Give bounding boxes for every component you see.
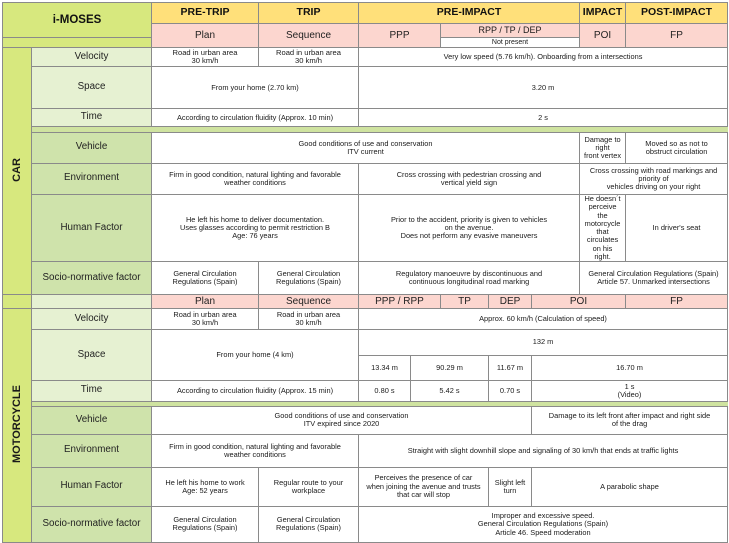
- cell: From your home (4 km): [152, 330, 359, 381]
- cell: General Circulation Regulations (Spain): [259, 506, 359, 542]
- cell: Approx. 60 km/h (Calculation of speed): [359, 309, 728, 330]
- moto-human-row: [3, 467, 728, 506]
- sub-fp: FP: [626, 24, 728, 48]
- row-label: Space: [32, 330, 152, 381]
- cell: Road in urban area 30 km/h: [152, 48, 259, 67]
- row-label: Human Factor: [32, 194, 152, 261]
- cell: Slight left turn: [489, 467, 532, 506]
- cell: He doesn´t perceive the motorcycle that circulates on his right.: [580, 194, 626, 261]
- row-label: Socio-normative factor: [32, 506, 152, 542]
- moto-vehicle-row: [3, 406, 728, 434]
- phase-pretrip: PRE-TRIP: [152, 3, 259, 24]
- moto-environment-row: [3, 434, 728, 467]
- row-label: Environment: [32, 163, 152, 194]
- sub-ppp: PPP: [359, 24, 441, 48]
- sub-tp: TP: [441, 295, 489, 309]
- moto-header-blank: [32, 295, 152, 309]
- cell: Regular route to your workplace: [259, 467, 359, 506]
- row-label: Environment: [32, 434, 152, 467]
- car-human-row: [3, 194, 728, 261]
- cell: In driver's seat: [626, 194, 728, 261]
- sub-poi: POI: [532, 295, 626, 309]
- row-label: Vehicle: [32, 406, 152, 434]
- cell: Road in urban area 30 km/h: [259, 309, 359, 330]
- row-label: Time: [32, 109, 152, 127]
- car-vehicle-row: [3, 132, 728, 163]
- cell: Firm in good condition, natural lighting and favorable weather conditions: [152, 163, 359, 194]
- phase-postimpact: POST-IMPACT: [626, 3, 728, 24]
- moto-space-row: [3, 330, 728, 355]
- phase-trip: TRIP: [259, 3, 359, 24]
- cell: General Circulation Regulations (Spain): [152, 506, 259, 542]
- cell: Regulatory manoeuvre by discontinuous and continuous longitudinal road marking: [359, 262, 580, 295]
- cell: Perceives the presence of car when joining the avenue and trusts that car will stop: [359, 467, 489, 506]
- row-label: Socio-normative factor: [32, 262, 152, 295]
- cell: 3.20 m: [359, 67, 728, 109]
- cell: Road in urban area 30 km/h: [259, 48, 359, 67]
- car-velocity-row: [3, 48, 728, 67]
- sub-rpp-tp-dep: RPP / TP / DEP: [441, 24, 580, 38]
- cell: Good conditions of use and conservation ITV current: [152, 132, 580, 163]
- cell: General Circulation Regulations (Spain) Article 57. Unmarked intersections: [580, 262, 728, 295]
- cell: Damage to right front vertex: [580, 132, 626, 163]
- cell: Straight with slight downhill slope and signaling of 30 km/h that ends at traffic lights: [359, 434, 728, 467]
- cell: 2 s: [359, 109, 728, 127]
- cell: Prior to the accident, priority is given to vehicles on the avenue. Does not perform any evasive maneuvers: [359, 194, 580, 261]
- cell: 0.70 s: [489, 380, 532, 401]
- cell: 5.42 s: [411, 380, 489, 401]
- cell: 13.34 m: [359, 355, 411, 380]
- moto-header-row: [3, 295, 728, 309]
- cell: 132 m: [359, 330, 728, 355]
- moto-velocity-row: [3, 309, 728, 330]
- cell: Damage to its left front after impact and right side of the drag: [532, 406, 728, 434]
- sub-plan: Plan: [152, 24, 259, 48]
- moto-side-label: MOTORCYCLE: [3, 309, 32, 543]
- cell: General Circulation Regulations (Spain): [152, 262, 259, 295]
- cell: 11.67 m: [489, 355, 532, 380]
- cell: Road in urban area 30 km/h: [152, 309, 259, 330]
- row-label: Velocity: [32, 48, 152, 67]
- not-present: Not present: [441, 38, 580, 48]
- sub-plan: Plan: [152, 295, 259, 309]
- sub-dep: DEP: [489, 295, 532, 309]
- cell: Good conditions of use and conservation ITV expired since 2020: [152, 406, 532, 434]
- cell: 16.70 m: [532, 355, 728, 380]
- sub-sequence: Sequence: [259, 295, 359, 309]
- cell: 0.80 s: [359, 380, 411, 401]
- cell: He left his home to deliver documentation. Uses glasses according to permit restriction B Age: 76 years: [152, 194, 359, 261]
- cell: General Circulation Regulations (Spain): [259, 262, 359, 295]
- imoses-table: [2, 2, 728, 543]
- car-side-label: CAR: [3, 48, 32, 295]
- cell: According to circulation fluidity (Approx. 10 min): [152, 109, 359, 127]
- row-label: Human Factor: [32, 467, 152, 506]
- sub-poi: POI: [580, 24, 626, 48]
- cell: According to circulation fluidity (Approx. 15 min): [152, 380, 359, 401]
- car-space-row: [3, 67, 728, 109]
- cell: A parabolic shape: [532, 467, 728, 506]
- moto-socio-row: [3, 506, 728, 542]
- cell: Moved so as not to obstruct circulation: [626, 132, 728, 163]
- row-label: Velocity: [32, 309, 152, 330]
- cell: 90.29 m: [411, 355, 489, 380]
- moto-header-side: [3, 295, 32, 309]
- title-fill: [3, 38, 152, 48]
- cell: Cross crossing with road markings and priority of vehicles driving on your right: [580, 163, 728, 194]
- sub-ppp-rpp: PPP / RPP: [359, 295, 441, 309]
- row-label: Space: [32, 67, 152, 109]
- cell: Improper and excessive speed. General Circulation Regulations (Spain) Article 46. Speed moderation: [359, 506, 728, 542]
- cell: Firm in good condition, natural lighting and favorable weather conditions: [152, 434, 359, 467]
- sub-sequence: Sequence: [259, 24, 359, 48]
- row-label: Time: [32, 380, 152, 401]
- cell: 1 s (Video): [532, 380, 728, 401]
- phase-preimpact: PRE-IMPACT: [359, 3, 580, 24]
- cell: Cross crossing with pedestrian crossing and vertical yield sign: [359, 163, 580, 194]
- table-title: i-MOSES: [3, 3, 152, 38]
- moto-time-row: [3, 380, 728, 401]
- cell: From your home (2.70 km): [152, 67, 359, 109]
- cell: Very low speed (5.76 km/h). Onboarding from a intersections: [359, 48, 728, 67]
- cell: He left his home to work Age: 52 years: [152, 467, 259, 506]
- sub-fp: FP: [626, 295, 728, 309]
- row-label: Vehicle: [32, 132, 152, 163]
- car-environment-row: [3, 163, 728, 194]
- phase-impact: IMPACT: [580, 3, 626, 24]
- car-socio-row: [3, 262, 728, 295]
- car-time-row: [3, 109, 728, 127]
